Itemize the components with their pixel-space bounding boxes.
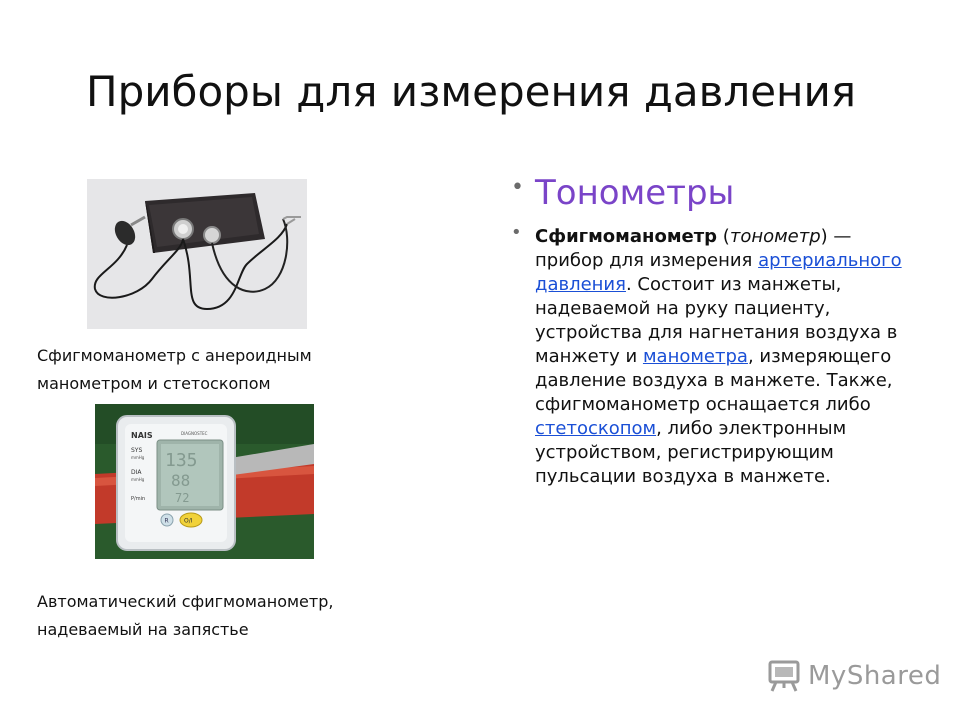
paren-open: ( xyxy=(717,226,730,247)
term-bold: Сфигмоманометр xyxy=(535,226,718,247)
photo2-caption-line2: надеваемый на запястье xyxy=(37,620,249,639)
cuff-stethoscope-image xyxy=(87,179,307,329)
definition-paragraph xyxy=(535,225,911,489)
device-button-power: O/I xyxy=(184,517,193,525)
bullet-heading: Тонометры xyxy=(535,173,735,213)
device-label-dia: DIA xyxy=(131,469,142,476)
text-segment-2: . Состоит из манжеты, надеваемой на руку пациенту, устройства для нагнетания воздуха в манжету и xyxy=(535,274,898,367)
device-button-r: R xyxy=(164,517,169,525)
wrist-monitor-image xyxy=(95,404,314,559)
link-manometer[interactable]: манометра xyxy=(642,346,748,367)
photo1-caption-line1: Сфигмоманометр с анероидным xyxy=(37,346,312,365)
svg-text:135: 135 xyxy=(165,450,198,471)
wrist-monitor-photo xyxy=(95,404,314,559)
slide-title: Приборы для измерения давления xyxy=(86,67,857,116)
device-label-pmin: P/min xyxy=(131,496,146,502)
bullet-item-definition xyxy=(511,222,911,489)
text-segment-4: , либо электронным устройством, регистрирующим пульсации воздуха в манжете. xyxy=(535,418,847,487)
projector-screen-icon xyxy=(766,658,802,694)
device-brand: NAIS xyxy=(131,431,153,440)
bullet-list xyxy=(511,165,911,489)
text-segment-1: ) — прибор для измерения xyxy=(535,226,852,271)
link-stethoscope[interactable]: стетоскопом xyxy=(535,418,657,439)
watermark-text: MyShared xyxy=(808,661,942,691)
synonym-italic: тонометр xyxy=(729,226,821,247)
sphygmomanometer-photo xyxy=(87,179,307,329)
device-model: DIAGNOSTEC xyxy=(181,431,208,436)
bullet-dot-icon: • xyxy=(511,175,524,200)
svg-text:88: 88 xyxy=(171,471,191,490)
watermark-logo xyxy=(766,656,941,696)
device-label-mmhg-2: mmHg xyxy=(131,477,145,482)
text-segment-3: , измеряющего давление воздуха в манжете. Также, сфигмоманометр оснащается либо xyxy=(535,346,893,415)
photo2-caption-line1: Автоматический сфигмоманометр, xyxy=(37,592,334,611)
svg-text:72: 72 xyxy=(175,491,190,505)
bullet-item-tonometers xyxy=(511,165,911,221)
bullet-dot-icon: • xyxy=(511,222,522,243)
photo1-caption xyxy=(37,342,417,398)
photo2-caption xyxy=(37,588,417,644)
photo1-caption-line2: манометром и стетоскопом xyxy=(37,374,271,393)
link-arterial-pressure[interactable]: артериального давления xyxy=(535,250,902,295)
device-label-mmhg-1: mmHg xyxy=(131,455,145,460)
device-label-sys: SYS xyxy=(131,447,143,454)
